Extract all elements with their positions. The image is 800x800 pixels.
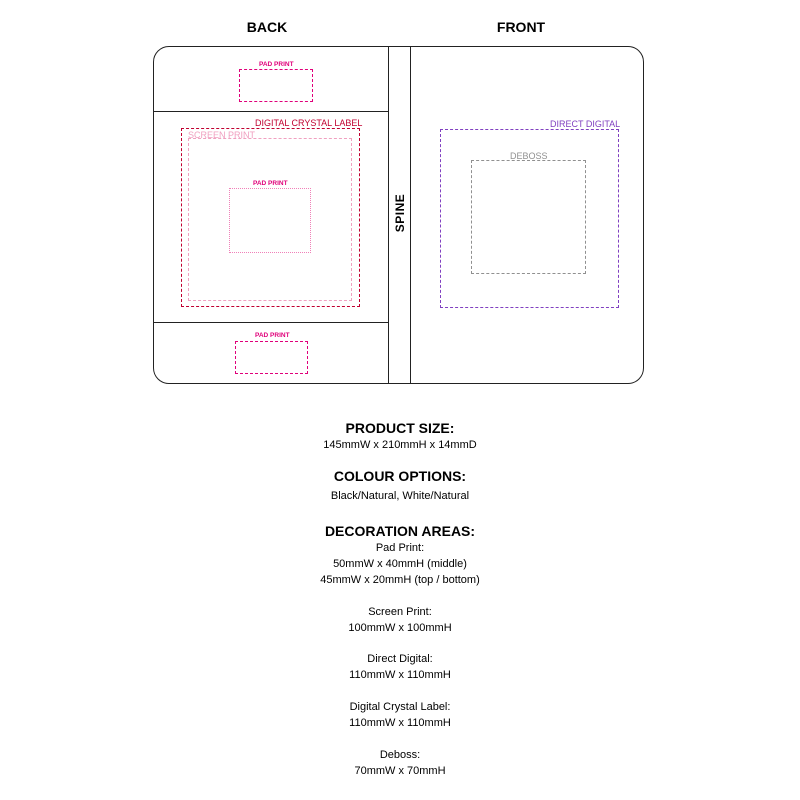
digital-crystal-label-text: DIGITAL CRYSTAL LABEL <box>255 118 363 128</box>
digital-crystal-size: 110mmW x 110mmH <box>349 717 451 729</box>
pad-print-top-zone <box>239 69 313 102</box>
front-label: FRONT <box>496 19 546 35</box>
deboss-info-label: Deboss: <box>379 749 421 761</box>
pad-print-bottom-zone <box>235 341 308 374</box>
deboss-label: DEBOSS <box>510 151 548 161</box>
deboss-size: 70mmW x 70mmH <box>354 765 446 777</box>
pad-print-middle-zone <box>229 188 311 253</box>
pad-print-top-label: PAD PRINT <box>259 61 294 68</box>
pad-print-middle-label: PAD PRINT <box>253 180 288 187</box>
spine-label: SPINE <box>393 193 407 233</box>
pad-print-top-bottom-size: 45mmW x 20mmH (top / bottom) <box>320 574 480 586</box>
digital-crystal-info-label: Digital Crystal Label: <box>349 701 451 713</box>
pad-print-bottom-label: PAD PRINT <box>255 332 290 339</box>
back-label: BACK <box>246 19 288 35</box>
direct-digital-size: 110mmW x 110mmH <box>349 669 451 681</box>
screen-print-label: SCREEN PRINT <box>188 130 256 140</box>
screen-print-size: 100mmW x 100mmH <box>348 622 452 634</box>
back-bottom-divider <box>153 322 389 323</box>
deboss-zone <box>471 160 586 274</box>
pad-print-middle-size: 50mmW x 40mmH (middle) <box>333 558 467 570</box>
decoration-areas-heading: DECORATION AREAS: <box>324 523 476 539</box>
direct-digital-info-label: Direct Digital: <box>367 653 433 665</box>
screen-print-info-label: Screen Print: <box>368 606 432 618</box>
direct-digital-label: DIRECT DIGITAL <box>550 119 621 129</box>
colour-options-value: Black/Natural, White/Natural <box>330 490 470 502</box>
product-size-value: 145mmW x 210mmH x 14mmD <box>323 439 477 451</box>
spine-right-line <box>410 46 411 384</box>
product-size-heading: PRODUCT SIZE: <box>345 420 455 436</box>
colour-options-heading: COLOUR OPTIONS: <box>333 468 467 484</box>
pad-print-label: Pad Print: <box>375 542 425 554</box>
spine-left-line <box>388 46 389 384</box>
back-top-divider <box>153 111 389 112</box>
